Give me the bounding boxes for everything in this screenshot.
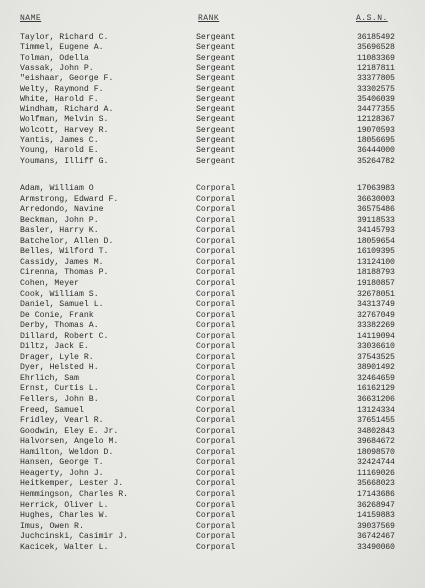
soldier-name: Halvorsen, Angelo M. (20, 437, 119, 447)
soldier-asn: 35406039 (357, 94, 395, 104)
soldier-rank: Corporal (196, 184, 236, 193)
soldier-asn: 39037569 (357, 521, 395, 531)
roster-row (0, 33, 425, 43)
soldier-rank: Corporal (196, 194, 236, 204)
roster-row (0, 247, 425, 257)
soldier-asn: 35696528 (357, 43, 395, 53)
soldier-rank: Sergeant (196, 84, 236, 94)
soldier-rank: Corporal (196, 278, 236, 288)
soldier-rank: Corporal (196, 300, 236, 310)
soldier-rank: Corporal (196, 511, 236, 521)
roster-row (0, 406, 425, 416)
soldier-asn: 33490060 (357, 542, 395, 552)
soldier-name: Cassidy, James M. (20, 257, 104, 267)
soldier-name: Daniel, Samuel L. (20, 300, 104, 310)
soldier-name: Cook, William S. (20, 289, 99, 299)
soldier-rank: Corporal (196, 310, 236, 320)
soldier-name: Hamilton, Weldon D. (20, 447, 114, 457)
roster-row (0, 95, 425, 105)
soldier-name: Derby, Thomas A. (20, 321, 99, 331)
soldier-name: Hemmingson, Charles R. (20, 489, 129, 499)
soldier-asn: 14119094 (357, 331, 395, 341)
soldier-rank: Corporal (196, 479, 236, 489)
roster-row (0, 85, 425, 95)
roster-row (0, 205, 425, 215)
soldier-name: De Conie, Frank (20, 310, 94, 320)
roster-row (0, 490, 425, 500)
soldier-rank: Corporal (196, 447, 236, 457)
soldier-name: Wolcott, Harvey R. (20, 125, 109, 135)
roster-row (0, 448, 425, 458)
roster-row (0, 157, 425, 167)
soldier-rank: Sergeant (196, 156, 236, 166)
soldier-asn: 32464659 (357, 373, 395, 383)
soldier-asn: 18056695 (357, 136, 395, 145)
soldier-asn: 19180857 (357, 278, 395, 288)
roster-row (0, 146, 425, 156)
soldier-asn: 12128367 (357, 115, 395, 125)
soldier-name: Heitkemper, Lester J. (20, 479, 124, 489)
roster-row (0, 184, 425, 194)
soldier-asn: 19070593 (357, 125, 395, 135)
soldier-asn: 17143686 (357, 489, 395, 499)
roster-row (0, 416, 425, 426)
soldier-rank: Corporal (196, 205, 236, 215)
roster-row (0, 300, 425, 310)
soldier-asn: 16162129 (357, 384, 395, 394)
roster-row (0, 543, 425, 553)
soldier-asn: 37543525 (357, 352, 395, 362)
soldier-name: Armstrong, Edward F. (20, 194, 119, 204)
soldier-name: Dillard, Robert C. (20, 331, 109, 341)
soldier-rank: Corporal (196, 426, 236, 436)
soldier-asn: 32424744 (357, 458, 395, 468)
soldier-rank: Corporal (196, 521, 236, 531)
soldier-name: Drager, Lyle R. (20, 352, 94, 362)
soldier-name: Timmel, Eugene A. (20, 43, 104, 53)
roster-row (0, 479, 425, 489)
soldier-name: Fridley, Vearl R. (20, 416, 104, 426)
roster-row (0, 226, 425, 236)
soldier-asn: 36444000 (357, 146, 395, 156)
soldier-asn: 14159883 (357, 511, 395, 521)
soldier-asn: 16109395 (357, 247, 395, 257)
soldier-name: Dyer, Helsted H. (20, 363, 99, 373)
roster-row (0, 268, 425, 278)
soldier-rank: Corporal (196, 416, 236, 426)
roster-row (0, 237, 425, 247)
soldier-name: Youmans, Illiff G. (20, 156, 109, 166)
soldier-rank: Corporal (196, 257, 236, 267)
soldier-asn: 33377805 (357, 74, 395, 84)
soldier-asn: 37651455 (357, 416, 395, 426)
soldier-rank: Corporal (196, 489, 236, 499)
soldier-name: Cohen, Meyer (20, 278, 79, 288)
soldier-asn: 34802843 (357, 426, 395, 436)
roster-row (0, 216, 425, 226)
soldier-asn: 39118533 (357, 215, 395, 225)
soldier-rank: Corporal (196, 405, 236, 415)
soldier-name: "eishaar, George F. (20, 74, 114, 84)
roster-row (0, 136, 425, 146)
roster-row (0, 501, 425, 511)
soldier-name: Diltz, Jack E. (20, 342, 89, 352)
roster-row (0, 258, 425, 268)
roster-row (0, 395, 425, 405)
soldier-name: Heagerty, John J. (20, 468, 104, 478)
soldier-asn: 32767049 (357, 310, 395, 320)
soldier-rank: Corporal (196, 268, 236, 278)
name-column-header: NAME (20, 14, 42, 23)
soldier-name: Imus, Owen R. (20, 521, 84, 531)
soldier-name: Tolman, Odella (20, 53, 89, 63)
soldier-rank: Sergeant (196, 63, 236, 73)
rank-column-header: RANK (198, 14, 220, 23)
soldier-asn: 35264782 (357, 156, 395, 166)
soldier-rank: Corporal (196, 342, 236, 352)
soldier-rank: Sergeant (196, 53, 236, 63)
roster-row (0, 363, 425, 373)
roster-row (0, 64, 425, 74)
roster-row (0, 427, 425, 437)
soldier-asn: 34145793 (357, 226, 395, 236)
soldier-rank: Sergeant (196, 33, 236, 42)
soldier-name: Welty, Raymond F. (20, 84, 104, 94)
roster-row (0, 437, 425, 447)
soldier-rank: Corporal (196, 321, 236, 331)
soldier-asn: 36742467 (357, 532, 395, 542)
soldier-asn: 33382269 (357, 321, 395, 331)
soldier-asn: 18098570 (357, 447, 395, 457)
soldier-rank: Sergeant (196, 136, 236, 145)
soldier-rank: Corporal (196, 236, 236, 246)
soldier-rank: Corporal (196, 352, 236, 362)
soldier-name: Belles, Wilford T. (20, 247, 109, 257)
soldier-rank: Corporal (196, 437, 236, 447)
soldier-rank: Sergeant (196, 74, 236, 84)
roster-row (0, 332, 425, 342)
soldier-rank: Corporal (196, 226, 236, 236)
soldier-name: Adam, William O (20, 184, 94, 193)
soldier-name: Hansen, George T. (20, 458, 104, 468)
roster-row (0, 279, 425, 289)
soldier-rank: Sergeant (196, 125, 236, 135)
roster-row (0, 342, 425, 352)
soldier-rank: Corporal (196, 542, 236, 552)
soldier-name: Young, Harold E. (20, 146, 99, 156)
soldier-name: Taylor, Richard C. (20, 33, 109, 42)
soldier-name: White, Harold F. (20, 94, 99, 104)
soldier-rank: Corporal (196, 331, 236, 341)
roster-row (0, 105, 425, 115)
soldier-name: Wolfman, Melvin S. (20, 115, 109, 125)
soldier-name: Beckman, John P. (20, 215, 99, 225)
soldier-asn: 12187811 (357, 63, 395, 73)
soldier-name: Juchcinski, Casimir J. (20, 532, 129, 542)
roster-row (0, 43, 425, 53)
soldier-asn: 38901492 (357, 363, 395, 373)
soldier-rank: Sergeant (196, 146, 236, 156)
soldier-name: Yantis, James C. (20, 136, 99, 145)
soldier-rank: Corporal (196, 395, 236, 404)
soldier-asn: 39684672 (357, 437, 395, 447)
roster-row (0, 522, 425, 532)
soldier-rank: Corporal (196, 500, 236, 510)
soldier-asn: 33036610 (357, 342, 395, 352)
soldier-rank: Sergeant (196, 115, 236, 125)
soldier-rank: Sergeant (196, 94, 236, 104)
soldier-asn: 18059654 (357, 236, 395, 246)
soldier-name: Freed, Samuel (20, 405, 84, 415)
soldier-name: Hughes, Charles W. (20, 511, 109, 521)
soldier-asn: 11169026 (357, 468, 395, 478)
soldier-name: Cirenna, Thomas P. (20, 268, 109, 278)
roster-row (0, 511, 425, 521)
soldier-rank: Corporal (196, 289, 236, 299)
soldier-name: Vassak, John P. (20, 63, 94, 73)
soldier-name: Arredondo, Navine (20, 205, 104, 215)
roster-row (0, 469, 425, 479)
soldier-name: Ernst, Curtis L. (20, 384, 99, 394)
soldier-name: Kacicek, Walter L. (20, 542, 109, 552)
soldier-asn: 36630003 (357, 194, 395, 204)
roster-row (0, 353, 425, 363)
roster-row (0, 74, 425, 84)
roster-row (0, 115, 425, 125)
soldier-rank: Sergeant (196, 105, 236, 115)
soldier-asn: 13124100 (357, 257, 395, 267)
roster-row (0, 54, 425, 64)
soldier-rank: Corporal (196, 384, 236, 394)
roster-row (0, 458, 425, 468)
soldier-asn: 36575486 (357, 205, 395, 215)
asn-column-header: A.S.N. (356, 14, 388, 23)
soldier-rank: Corporal (196, 373, 236, 383)
roster-row (0, 126, 425, 136)
soldier-name: Windham, Richard A. (20, 105, 114, 115)
soldier-name: Goodwin, Eley E. Jr. (20, 426, 119, 436)
soldier-name: Batchelor, Allen D. (20, 236, 114, 246)
soldier-rank: Corporal (196, 532, 236, 542)
soldier-asn: 36268947 (357, 500, 395, 510)
soldier-asn: 34477355 (357, 105, 395, 115)
soldier-rank: Sergeant (196, 43, 236, 53)
soldier-asn: 36185492 (357, 33, 395, 42)
soldier-name: Basler, Harry K. (20, 226, 99, 236)
soldier-name: Ehrlich, Sam (20, 373, 79, 383)
roster-row (0, 290, 425, 300)
soldier-name: Fellers, John B. (20, 395, 99, 404)
soldier-rank: Corporal (196, 458, 236, 468)
soldier-asn: 33302575 (357, 84, 395, 94)
roster-row (0, 374, 425, 384)
soldier-rank: Corporal (196, 215, 236, 225)
roster-row (0, 384, 425, 394)
soldier-asn: 13124334 (357, 405, 395, 415)
soldier-asn: 17063983 (357, 184, 395, 193)
soldier-rank: Corporal (196, 363, 236, 373)
soldier-asn: 11083369 (357, 53, 395, 63)
soldier-name: Herrick, Oliver L. (20, 500, 109, 510)
soldier-asn: 32678051 (357, 289, 395, 299)
soldier-rank: Corporal (196, 247, 236, 257)
soldier-asn: 35668023 (357, 479, 395, 489)
roster-row (0, 311, 425, 321)
soldier-asn: 34313749 (357, 300, 395, 310)
roster-row (0, 195, 425, 205)
soldier-rank: Corporal (196, 468, 236, 478)
roster-row (0, 532, 425, 542)
roster-row (0, 321, 425, 331)
soldier-asn: 36631206 (357, 395, 395, 404)
soldier-asn: 18188793 (357, 268, 395, 278)
